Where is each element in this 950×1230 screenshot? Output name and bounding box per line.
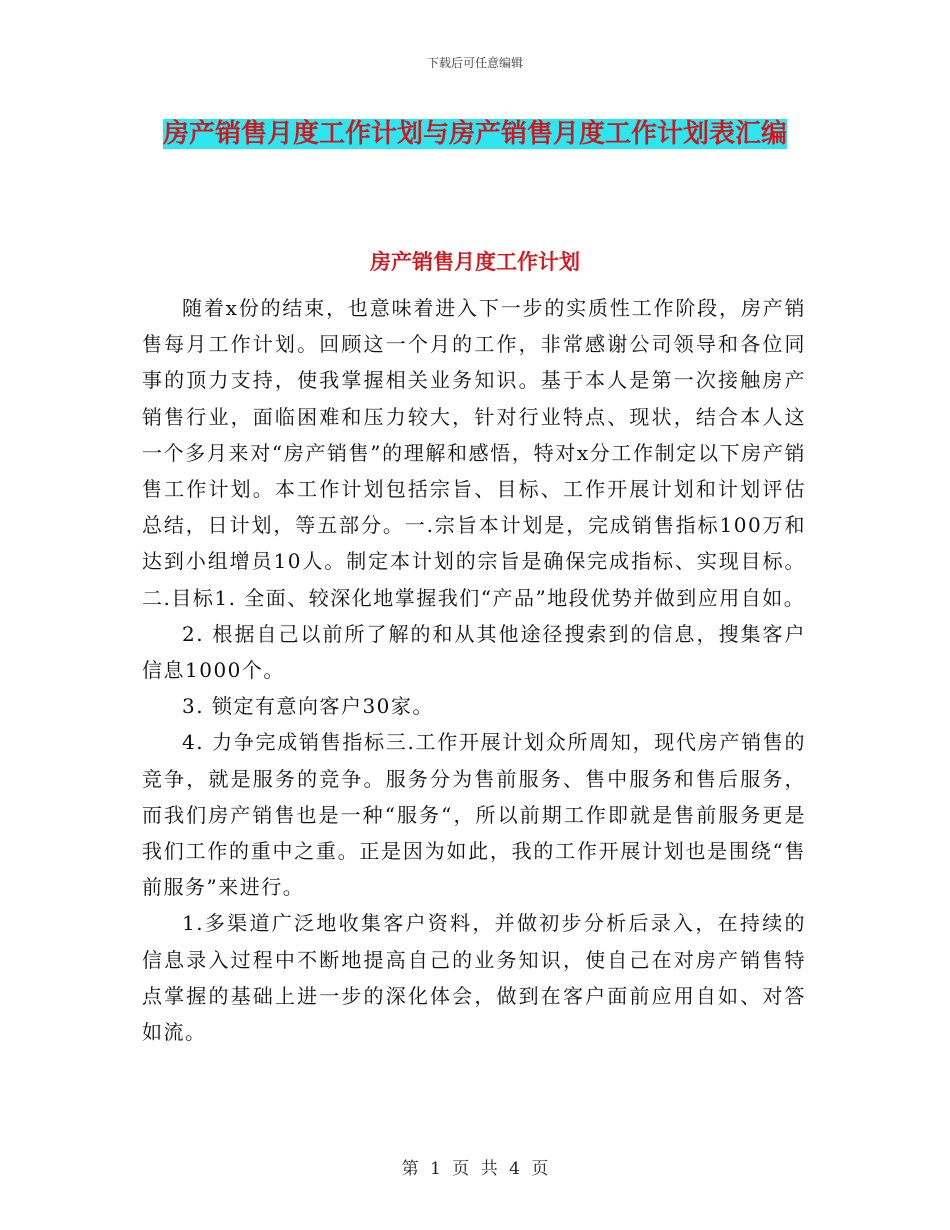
page-header-note: 下载后可任意编辑 bbox=[426, 56, 523, 70]
page-number: 第 1 页 共 4 页 bbox=[401, 1159, 549, 1179]
document-title-text: 房产销售月度工作计划与房产销售月度工作计划表汇编 bbox=[162, 119, 787, 149]
paragraph: 2. 根据自己以前所了解的和从其他途径搜索到的信息，搜集客户信息1000个。 bbox=[142, 621, 806, 683]
paragraph: 3. 锁定有意向客户30家。 bbox=[182, 694, 434, 719]
paragraph: 4. 力争完成销售指标三.工作开展计划众所周知，现代房产销售的竞争，就是服务的竞争。服务分为售前服务、售中服务和售后服务，而我们房产销售也是一种“服务“，所以前期工作即就是售前服务更是我们工作的重中之重。正是因为如此，我的工作开展计划也是围绕“售前服务”来进行。 bbox=[142, 730, 806, 900]
paragraph: 1.多渠道广泛地收集客户资料，并做初步分析后录入，在持续的信息录入过程中不断地提高自己的业务知识，使自己在对房产销售特点掌握的基础上进一步的深化体会，做到在客户面前应用自如、对答如流。 bbox=[142, 911, 806, 1045]
document-title bbox=[140, 112, 810, 156]
document-body bbox=[142, 290, 806, 1050]
section-title: 房产销售月度工作计划 bbox=[370, 249, 580, 274]
paragraph: 随着x份的结束，也意味着进入下一步的实质性工作阶段，房产销售每月工作计划。回顾这一个月的工作，非常感谢公司领导和各位同事的顶力支持，使我掌握相关业务知识。基于本人是第一次接触房产销售行业，面临困难和压力较大，针对行业特点、现状，结合本人这一个多月来对“房产销售”的理解和感悟，特对x分工作制定以下房产销售工作计划。本工作计划包括宗旨、目标、工作开展计划和计划评估总结，日计划，等五部分。一.宗旨本计划是，完成销售指标100万和达到小组增员10人。制定本计划的宗旨是确保完成指标、实现目标。二.目标1. 全面、较深化地掌握我们“产品”地段优势并做到应用自如。 bbox=[142, 296, 806, 610]
